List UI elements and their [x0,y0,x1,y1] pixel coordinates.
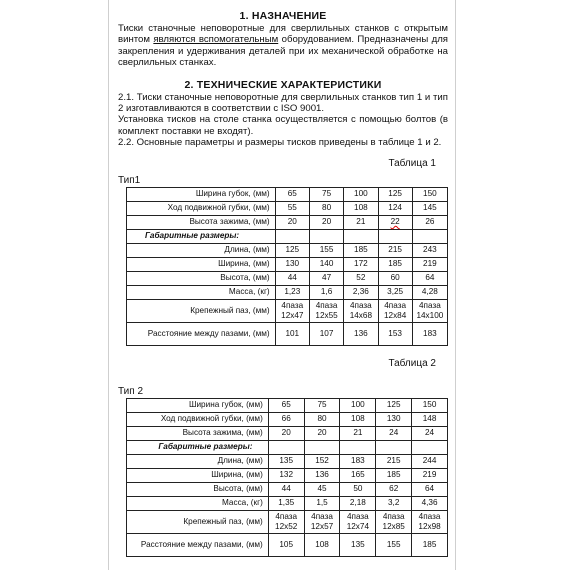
table-cell: 215 [378,243,412,257]
table-cell: 24 [412,426,448,440]
table1-type-label: Тип1 [118,174,141,186]
table-cell: 108 [340,412,376,426]
table-cell: 4паза 12х74 [340,510,376,533]
section2-paragraph-1: 2.1. Тиски станочные неповоротные для сверлильных станков тип 1 и тип 2 изготавливаются в соответствии с ISO 9001. [118,91,448,115]
table-cell: 183 [340,454,376,468]
table-cell: 60 [378,271,412,285]
table-cell: 4паза 12х98 [412,510,448,533]
table-cell: 100 [344,187,378,201]
table-cell: 185 [344,243,378,257]
table-cell: 4паза 12х84 [378,299,412,322]
table-cell: 132 [268,468,304,482]
table-cell: 172 [344,257,378,271]
table-row [127,426,448,440]
table-cell: 125 [376,398,412,412]
table-cell: 44 [268,482,304,496]
table-cell: 45 [304,482,340,496]
table-cell: 219 [412,257,447,271]
table-row-label: Ширина губок, (мм) [127,398,269,412]
table-cell: 2,36 [344,285,378,299]
table-cell: 108 [344,201,378,215]
table-row [127,271,448,285]
table-cell: 101 [275,322,309,345]
table-cell: 155 [376,533,412,556]
table-cell: 26 [412,215,447,229]
table-cell: 20 [309,215,343,229]
table-cell: 243 [412,243,447,257]
table-row [127,510,448,533]
table-row-label: Ширина, (мм) [127,468,269,482]
table-cell: 244 [412,454,448,468]
table-row-label: Ширина губок, (мм) [127,187,276,201]
table-cell: 124 [378,201,412,215]
table-cell: 75 [309,187,343,201]
table-row [127,243,448,257]
section1-text-a: Тиски станочные неповоротные для сверлильных станков с открытым винтом [118,23,448,46]
table-cell: 3,25 [378,285,412,299]
table-cell: 80 [304,412,340,426]
table-row [127,468,448,482]
table-cell: 64 [412,271,447,285]
table-row-label: Ход подвижной губки, (мм) [127,201,276,215]
table-cell: 219 [412,468,448,482]
table-cell: 136 [344,322,378,345]
table-cell: 44 [275,271,309,285]
table-cell: 24 [376,426,412,440]
table-cell: 65 [275,187,309,201]
table-row [127,412,448,426]
table-row-label: Крепежный паз, (мм) [127,510,269,533]
table-cell: 185 [412,533,448,556]
table-cell: 64 [412,482,448,496]
table-cell: 80 [309,201,343,215]
section1-title: 1. НАЗНАЧЕНИЕ [239,10,327,22]
table-row-label: Высота, (мм) [127,271,276,285]
section1-text-c: оборудованием. Предназначены для закрепления и удерживания деталей при их механической обработке на сверлильных станках. [118,34,448,69]
table-cell: 152 [304,454,340,468]
table-row-label: Ширина, (мм) [127,257,276,271]
table-cell: 4паза 14х68 [344,299,378,322]
table-cell: 107 [309,322,343,345]
table-cell: 183 [412,322,447,345]
table-cell: 66 [268,412,304,426]
table-cell: 145 [412,201,447,215]
section1-text-underlined: являются вспомогательным [153,34,279,46]
table-row-label: Крепежный паз, (мм) [127,299,276,322]
table-cell: 20 [275,215,309,229]
table-cell: 4паза 12х52 [268,510,304,533]
table-cell: 20 [268,426,304,440]
table-cell [412,229,447,243]
table-row [127,299,448,322]
table-row [127,398,448,412]
table2 [126,398,448,557]
section2-title: 2. ТЕХНИЧЕСКИЕ ХАРАКТЕРИСТИКИ [184,78,382,91]
table2-caption: Таблица 2 [388,357,436,369]
table-row-label: Высота, (мм) [127,482,269,496]
table-cell [304,440,340,454]
table-row [127,229,448,243]
table-row [127,482,448,496]
table-cell: 150 [412,398,448,412]
table1-caption: Таблица 1 [388,157,436,169]
table-cell: 108 [304,533,340,556]
table-cell: 65 [268,398,304,412]
table-cell: 1,6 [309,285,343,299]
table-cell: 47 [309,271,343,285]
table-cell: 100 [340,398,376,412]
table-cell: 135 [268,454,304,468]
table-cell: 140 [309,257,343,271]
table-group-header: Габаритные размеры: [127,440,269,454]
table-cell [340,440,376,454]
section1-paragraph [118,23,448,69]
table-cell: 1,23 [275,285,309,299]
table-row [127,187,448,201]
table-row-label: Длина, (мм) [127,243,276,257]
table-cell [344,229,378,243]
table-cell: 4паза 12х57 [304,510,340,533]
table-cell: 148 [412,412,448,426]
table-row [127,285,448,299]
table-cell: 135 [340,533,376,556]
table-cell [376,440,412,454]
table-cell-value: 22 [390,217,400,227]
table-cell: 50 [340,482,376,496]
table-cell: 125 [275,243,309,257]
table-cell: 2,18 [340,496,376,510]
table-cell: 4,28 [412,285,447,299]
table-cell: 55 [275,201,309,215]
table-row [127,533,448,556]
table-cell [378,215,412,229]
table-cell: 1,35 [268,496,304,510]
table-row-label: Ход подвижной губки, (мм) [127,412,269,426]
table-cell: 105 [268,533,304,556]
section2-paragraph-2: Установка тисков на столе станка осуществляется с помощью болтов (в комплект поставки не входят). [118,114,448,137]
table-cell: 4паза 14х100 [412,299,447,322]
table-cell: 1,5 [304,496,340,510]
table-row [127,322,448,345]
table-cell [412,440,448,454]
table-row [127,496,448,510]
table-row-label: Масса, (кг) [127,285,276,299]
table-row-label: Масса, (кг) [127,496,269,510]
table-cell: 136 [304,468,340,482]
table-cell: 75 [304,398,340,412]
table-cell: 130 [275,257,309,271]
table-row [127,440,448,454]
table-row [127,454,448,468]
table-cell: 215 [376,454,412,468]
table1 [126,187,448,346]
table-group-header: Габаритные размеры: [127,229,276,243]
table-row [127,257,448,271]
table-cell [275,229,309,243]
table-cell [309,229,343,243]
table-cell: 4,36 [412,496,448,510]
table-cell: 21 [344,215,378,229]
table-row-label: Расстояние между пазами, (мм) [127,533,269,556]
table-cell [268,440,304,454]
table-cell: 4паза 12х47 [275,299,309,322]
table-row [127,215,448,229]
table-cell: 165 [340,468,376,482]
document-content [118,10,448,557]
table-cell: 4паза 12х55 [309,299,343,322]
table-cell: 153 [378,322,412,345]
table-row [127,201,448,215]
table-cell: 52 [344,271,378,285]
table-row-label: Расстояние между пазами, (мм) [127,322,276,345]
table-cell: 3,2 [376,496,412,510]
table-cell: 21 [340,426,376,440]
section2-paragraph-3: 2.2. Основные параметры и размеры тисков приведены в таблице 1 и 2. [118,137,442,149]
table-cell: 130 [376,412,412,426]
table-row-label: Высота зажима, (мм) [127,215,276,229]
table-cell: 125 [378,187,412,201]
table-cell: 4паза 12х85 [376,510,412,533]
table-cell: 185 [378,257,412,271]
table-row-label: Длина, (мм) [127,454,269,468]
document-page [108,0,456,570]
table-row-label: Высота зажима, (мм) [127,426,269,440]
table-cell: 185 [376,468,412,482]
table-cell: 20 [304,426,340,440]
table2-type-label: Тип 2 [118,385,144,397]
table-cell: 62 [376,482,412,496]
table-cell [378,229,412,243]
table-cell: 150 [412,187,447,201]
table-cell: 155 [309,243,343,257]
